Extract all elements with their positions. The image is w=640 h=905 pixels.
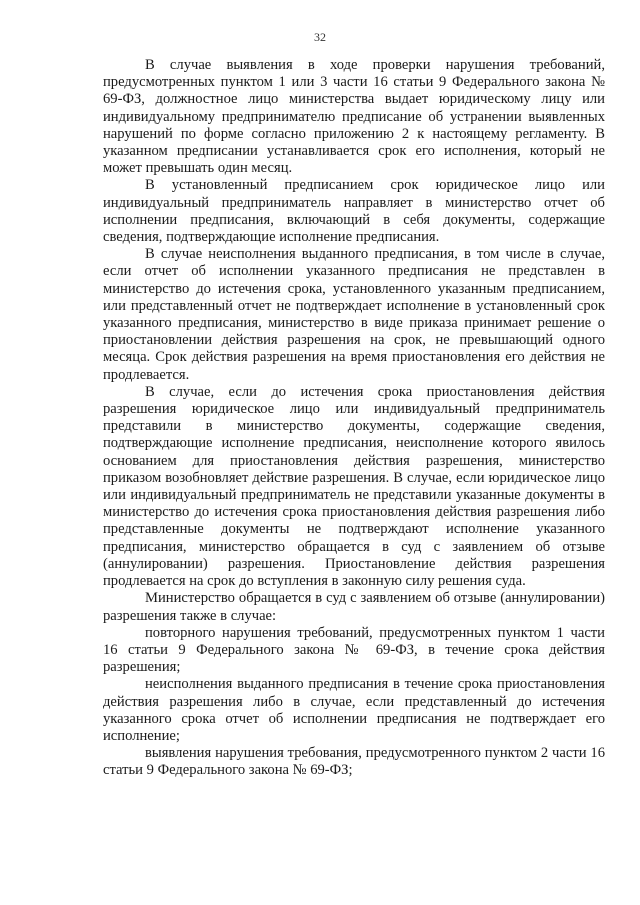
list-item-requirement-violation: выявления нарушения требования, предусмотренного пунктом 2 части 16 статьи 9 Федерального закона № 69-ФЗ; [103, 745, 605, 779]
paragraph-resumption: В случае, если до истечения срока приостановления действия разрешения юридическое лицо или индивидуальный предприниматель представили в министерство документы, содержащие сведения, подтверждающие исполнение предписания, неисполнение которого явилось основанием для приостановления действия разрешения, министерство приказом возобновляет действие разрешения. В случае, если юридическое лицо или индивидуальный предприниматель не представили указанные документы в министерство до истечения срока приостановления действия разрешения либо представленные документы не подтверждают исполнение указанного предписания, министерство обращается в суд с заявлением об отзыве (аннулировании) разрешения. Приостановление действия разрешения продлевается на срок до вступления в законную силу решения суда. [103, 383, 605, 590]
paragraph-suspension: В случае неисполнения выданного предписания, в том числе в случае, если отчет об исполнении указанного предписания не представлен в министерство до истечения срока, установленного указанным предписанием, или представленный отчет не подтверждает исполнение в установленный срок указанного предписания, министерство в виде приказа принимает решение о приостановлении действия разрешения на срок, не превышающий одного месяца. Срок действия разрешения на время приостановления его действия не продлевается. [103, 246, 605, 383]
page-number: 32 [314, 30, 326, 44]
document-body [103, 57, 605, 780]
paragraph-report-submission: В установленный предписанием срок юридическое лицо или индивидуальный предприниматель направляет в министерство отчет об исполнении предписания, включающий в себя документы, содержащие сведения, подтверждающие исполнение предписания. [103, 177, 605, 246]
paragraph-violation-order: В случае выявления в ходе проверки нарушения требований, предусмотренных пунктом 1 или 3 части 16 статьи 9 Федерального закона № 69-ФЗ, должностное лицо министерства выдает юридическому лицу или индивидуальному предпринимателю предписание об устранении выявленных нарушений по форме согласно приложению 2 к настоящему регламенту. В указанном предписании устанавливается срок его исполнения, который не может превышать один месяц. [103, 57, 605, 177]
list-item-repeat-violation: повторного нарушения требований, предусмотренных пунктом 1 части 16 статьи 9 Федерального закона № 69-ФЗ, в течение срока действия разрешения; [103, 624, 605, 676]
list-item-non-fulfilment: неисполнения выданного предписания в течение срока приостановления действия разрешения либо в случае, если представленный до истечения указанного срока отчет об исполнении предписания не подтверждает его исполнение; [103, 676, 605, 744]
paragraph-court-appeal: Министерство обращается в суд с заявлением об отзыве (аннулировании) разрешения также в случае: [103, 590, 605, 624]
